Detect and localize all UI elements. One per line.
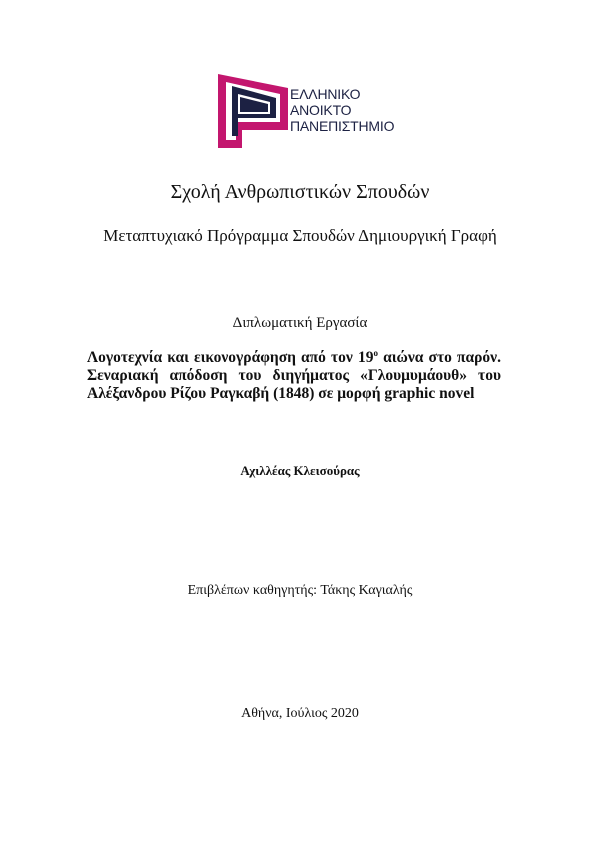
supervisor: Επιβλέπων καθηγητής: Τάκης Καγιαλής [187,583,413,598]
school-name: Σχολή Ανθρωπιστικών Σπουδών [170,181,430,203]
logo-line-1: ΕΛΛΗΝΙΚΟ [290,86,361,102]
ordinal-superscript: ο [373,348,378,358]
thesis-title-line-1: Λογοτεχνία και εικονογράφηση από τον $19^o$ αιώνα στο παρόν. [87,348,501,366]
logo-line-3: ΠΑΝΕΠΙΣΤΗΜΙΟ [290,118,395,134]
thesis-type: Διπλωματική Εργασία [232,315,368,331]
place-date: Αθήνα, Ιούλιος 2020 [241,706,359,721]
thesis-title [87,349,501,403]
university-logo [218,70,408,148]
logo-wordmark [290,86,394,134]
program-name: Μεταπτυχιακό Πρόγραμμα Σπουδών Δημιουργική Γραφή [103,226,497,245]
thesis-title-line-2: Σεναριακή απόδοση του διηγήματος «Γλουμυμάουθ» του [87,367,501,384]
open-book-emblem-icon [218,70,288,148]
thesis-title-line-3: Αλέξανδρου Ρίζου Ραγκαβή (1848) σε μορφή graphic novel [87,385,475,402]
logo-line-2: ΑΝΟΙΚΤΟ [290,102,352,118]
author-name: Αχιλλέας Κλεισούρας [240,463,360,478]
